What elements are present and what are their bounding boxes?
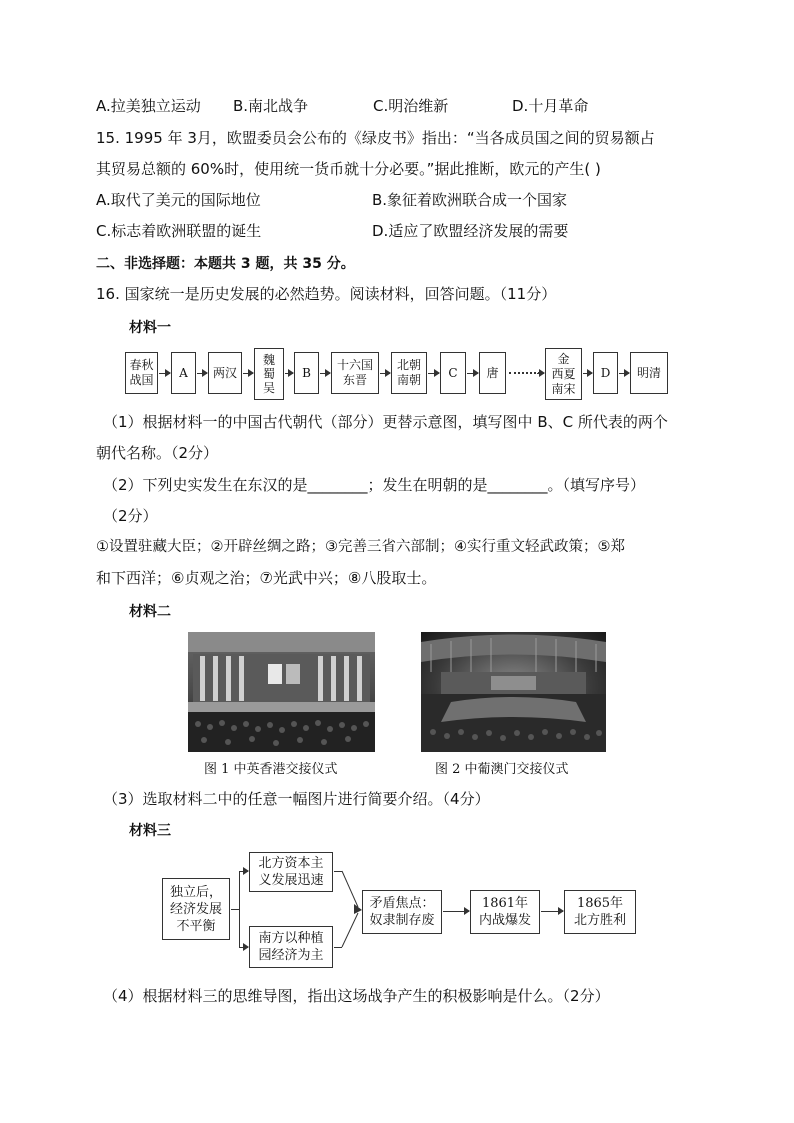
material1-label: 材料一 [129, 320, 171, 336]
arrow [443, 911, 469, 912]
q14-option-b: B.南北战争 [233, 97, 309, 115]
photo2-caption: 图 2 中葡澳门交接仪式 [435, 762, 569, 777]
q14-option-d: D.十月革命 [512, 97, 589, 115]
arrow [243, 373, 253, 374]
arrow [583, 373, 592, 374]
arrow [159, 373, 170, 374]
box-shiliuguo-dongjin: 十六国 东晋 [331, 352, 379, 394]
box-tang: 唐 [479, 352, 506, 394]
q15-stem-line2: 其贸易总额的 60%时，使用统一货币就十分必要。”据此推断，欧元的产生( ) [96, 160, 601, 178]
q15-option-a: A.取代了美元的国际地位 [96, 191, 261, 209]
facts-line1: ①设置驻藏大臣；②开辟丝绸之路；③完善三省六部制；④实行重文轻武政策；⑤郑 [96, 539, 625, 555]
sub4: （4）根据材料三的思维导图，指出这场战争产生的积极影响是什么。（2分） [103, 987, 610, 1005]
macau-handover-image [421, 632, 606, 752]
box-north-capitalism: 北方资本主 义发展迅速 [249, 852, 333, 892]
box-chunqiu-zhanguo: 春秋 战国 [125, 352, 158, 394]
box-a: A [171, 352, 196, 394]
q14-option-a: A.拉美独立运动 [96, 97, 201, 115]
connector [239, 871, 240, 947]
material2-label: 材料二 [129, 604, 171, 620]
q14-option-c: C.明治维新 [373, 97, 449, 115]
sub2-line1: （2）下列史实发生在东汉的是________；发生在明朝的是________。（填写序号） [103, 476, 646, 494]
sub3: （3）选取材料二中的任意一幅图片进行简要介绍。（4分） [103, 790, 490, 808]
connector [231, 909, 239, 910]
sub2-line2: （2分） [103, 507, 158, 525]
macau-handover-photo [421, 632, 606, 752]
arrow [197, 373, 207, 374]
q15-stem-line1: 15. 1995 年 3月，欧盟委员会公布的《绿皮书》指出：“当各成员国之间的贸易额占 [96, 129, 655, 147]
arrow [537, 373, 544, 374]
box-1861-war-outbreak: 1861年 内战爆发 [470, 890, 540, 934]
facts-line2: 和下西洋；⑥贞观之治；⑦光武中兴；⑧八股取士。 [96, 569, 437, 587]
dotted-connector [509, 372, 540, 374]
q16-stem: 16. 国家统一是历史发展的必然趋势。阅读材料，回答问题。（11分） [96, 285, 557, 303]
hongkong-handover-photo [188, 632, 375, 752]
box-beichao-nanchao: 北朝 南朝 [391, 352, 427, 394]
box-d: D [593, 352, 618, 394]
box-jin-xixia-nansong: 金 西夏 南宋 [545, 348, 582, 400]
section-title: 二、非选择题：本题共 3 题，共 35 分。 [96, 256, 355, 272]
q15-option-c: C.标志着欧洲联盟的诞生 [96, 222, 262, 240]
hongkong-handover-image [188, 632, 375, 752]
box-weishuwu: 魏 蜀 吴 [254, 348, 284, 400]
arrow [541, 911, 563, 912]
sub1-line1: （1）根据材料一的中国古代朝代（部分）更替示意图，填写图中 B、C 所代表的两个 [103, 413, 668, 431]
q15-option-b: B.象征着欧洲联合成一个国家 [372, 191, 568, 209]
arrow [380, 373, 390, 374]
sub1-line2: 朝代名称。（2分） [96, 444, 219, 462]
box-lianghan: 两汉 [208, 352, 242, 394]
arrow [239, 871, 248, 872]
box-south-plantation: 南方以种植 园经济为主 [249, 926, 333, 968]
arrow [428, 373, 439, 374]
arrow [320, 373, 330, 374]
box-mingqing: 明清 [630, 352, 668, 394]
q15-option-d: D.适应了欧盟经济发展的需要 [372, 222, 569, 240]
material3-label: 材料三 [129, 823, 171, 839]
box-c: C [440, 352, 466, 394]
arrow [285, 373, 293, 374]
arrow [239, 947, 248, 948]
converge-arrows [340, 868, 364, 952]
arrow [619, 373, 629, 374]
arrow [467, 373, 478, 374]
box-independence-imbalance: 独立后， 经济发展 不平衡 [162, 878, 230, 940]
box-1865-north-victory: 1865年 北方胜利 [564, 890, 636, 934]
photo1-caption: 图 1 中英香港交接仪式 [204, 762, 338, 777]
box-contradiction-focus: 矛盾焦点： 奴隶制存废 [362, 890, 442, 934]
box-b: B [294, 352, 319, 394]
